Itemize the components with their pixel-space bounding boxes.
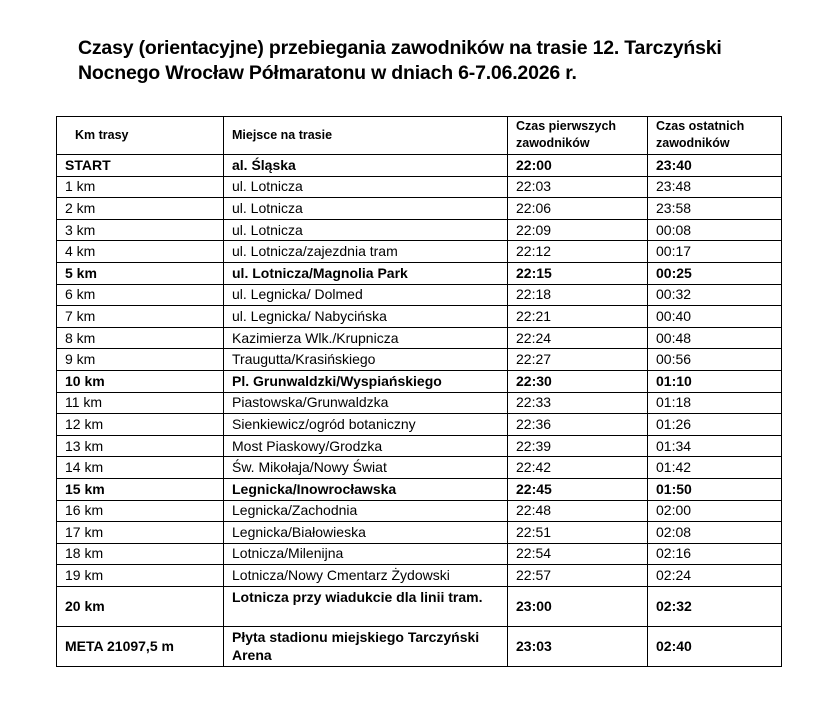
cell-km: 16 km <box>57 500 224 522</box>
table-row <box>57 349 782 371</box>
table-row <box>57 543 782 565</box>
cell-last-time: 00:32 <box>648 284 782 306</box>
table-row <box>57 155 782 177</box>
cell-first-time: 22:42 <box>508 457 648 479</box>
cell-place: Pl. Grunwaldzki/Wyspiańskiego <box>224 370 508 392</box>
cell-last-time: 02:00 <box>648 500 782 522</box>
cell-km: 11 km <box>57 392 224 414</box>
cell-place: Lotnicza przy wiadukcie dla linii tram. <box>224 586 508 626</box>
cell-last-time: 01:10 <box>648 370 782 392</box>
cell-first-time: 22:15 <box>508 262 648 284</box>
cell-km: START <box>57 155 224 177</box>
cell-place: ul. Lotnicza/zajezdnia tram <box>224 241 508 263</box>
cell-place: Lotnicza/Nowy Cmentarz Żydowski <box>224 565 508 587</box>
cell-last-time: 00:25 <box>648 262 782 284</box>
cell-last-time: 00:17 <box>648 241 782 263</box>
table-row <box>57 392 782 414</box>
cell-km: 8 km <box>57 327 224 349</box>
cell-first-time: 22:30 <box>508 370 648 392</box>
cell-first-time: 22:24 <box>508 327 648 349</box>
header-km: Km trasy <box>57 117 224 155</box>
table-row <box>57 219 782 241</box>
table-row <box>57 478 782 500</box>
header-place: Miejsce na trasie <box>224 117 508 155</box>
cell-km: 5 km <box>57 262 224 284</box>
cell-km: 4 km <box>57 241 224 263</box>
cell-last-time: 02:32 <box>648 586 782 626</box>
table-row <box>57 306 782 328</box>
cell-place: Piastowska/Grunwaldzka <box>224 392 508 414</box>
cell-km: 19 km <box>57 565 224 587</box>
cell-km: 10 km <box>57 370 224 392</box>
cell-km: 3 km <box>57 219 224 241</box>
cell-place: ul. Lotnicza <box>224 176 508 198</box>
cell-place: ul. Legnicka/ Nabycińska <box>224 306 508 328</box>
cell-km: 12 km <box>57 414 224 436</box>
cell-km: 20 km <box>57 586 224 626</box>
table-row <box>57 198 782 220</box>
cell-place: Płyta stadionu miejskiego Tarczyński Arena <box>224 626 508 666</box>
cell-last-time: 01:34 <box>648 435 782 457</box>
cell-first-time: 22:45 <box>508 478 648 500</box>
table-row <box>57 626 782 666</box>
cell-place: al. Śląska <box>224 155 508 177</box>
table-row <box>57 522 782 544</box>
cell-first-time: 23:00 <box>508 586 648 626</box>
cell-place: ul. Legnicka/ Dolmed <box>224 284 508 306</box>
cell-last-time: 02:24 <box>648 565 782 587</box>
cell-place: Traugutta/Krasińskiego <box>224 349 508 371</box>
cell-last-time: 02:08 <box>648 522 782 544</box>
cell-first-time: 22:18 <box>508 284 648 306</box>
cell-first-time: 22:39 <box>508 435 648 457</box>
cell-km: 9 km <box>57 349 224 371</box>
cell-km: 14 km <box>57 457 224 479</box>
cell-first-time: 22:00 <box>508 155 648 177</box>
cell-first-time: 22:12 <box>508 241 648 263</box>
table-row <box>57 500 782 522</box>
page-title: Czasy (orientacyjne) przebiegania zawodników na trasie 12. Tarczyński Nocnego Wrocław Półmaratonu w dniach 6-7.06.2026 r. <box>78 37 722 84</box>
cell-last-time: 23:48 <box>648 176 782 198</box>
cell-place: ul. Lotnicza/Magnolia Park <box>224 262 508 284</box>
cell-last-time: 00:40 <box>648 306 782 328</box>
cell-first-time: 22:51 <box>508 522 648 544</box>
table-row <box>57 457 782 479</box>
cell-km: 1 km <box>57 176 224 198</box>
cell-km: 15 km <box>57 478 224 500</box>
cell-last-time: 01:26 <box>648 414 782 436</box>
cell-place: Sienkiewicz/ogród botaniczny <box>224 414 508 436</box>
cell-first-time: 22:03 <box>508 176 648 198</box>
cell-place: Lotnicza/Milenijna <box>224 543 508 565</box>
cell-first-time: 22:21 <box>508 306 648 328</box>
cell-place: ul. Lotnicza <box>224 198 508 220</box>
table-row <box>57 241 782 263</box>
cell-first-time: 22:33 <box>508 392 648 414</box>
cell-first-time: 22:54 <box>508 543 648 565</box>
table-row <box>57 435 782 457</box>
table-row <box>57 284 782 306</box>
cell-km: 2 km <box>57 198 224 220</box>
cell-last-time: 00:08 <box>648 219 782 241</box>
table-row <box>57 327 782 349</box>
cell-km: 13 km <box>57 435 224 457</box>
cell-place: Legnicka/Inowrocławska <box>224 478 508 500</box>
cell-place: Legnicka/Zachodnia <box>224 500 508 522</box>
table-header-row <box>57 117 782 155</box>
cell-first-time: 23:03 <box>508 626 648 666</box>
table-row <box>57 176 782 198</box>
cell-place: Kazimierza Wlk./Krupnicza <box>224 327 508 349</box>
cell-last-time: 00:56 <box>648 349 782 371</box>
cell-km: 17 km <box>57 522 224 544</box>
cell-last-time: 02:16 <box>648 543 782 565</box>
table-row <box>57 565 782 587</box>
cell-first-time: 22:57 <box>508 565 648 587</box>
table-row <box>57 414 782 436</box>
cell-last-time: 23:40 <box>648 155 782 177</box>
cell-first-time: 22:06 <box>508 198 648 220</box>
header-first-time: Czas pierwszych zawodników <box>508 117 648 155</box>
cell-last-time: 02:40 <box>648 626 782 666</box>
table-row <box>57 370 782 392</box>
cell-km: 6 km <box>57 284 224 306</box>
race-times-table <box>56 116 782 667</box>
table-body <box>57 155 782 667</box>
cell-place: ul. Lotnicza <box>224 219 508 241</box>
cell-last-time: 01:18 <box>648 392 782 414</box>
cell-last-time: 01:42 <box>648 457 782 479</box>
table-row <box>57 262 782 284</box>
header-last-time: Czas ostatnich zawodników <box>648 117 782 155</box>
cell-last-time: 00:48 <box>648 327 782 349</box>
cell-place: Most Piaskowy/Grodzka <box>224 435 508 457</box>
cell-first-time: 22:09 <box>508 219 648 241</box>
cell-km: META 21097,5 m <box>57 626 224 666</box>
cell-first-time: 22:27 <box>508 349 648 371</box>
cell-km: 7 km <box>57 306 224 328</box>
cell-place: Św. Mikołaja/Nowy Świat <box>224 457 508 479</box>
cell-place: Legnicka/Białowieska <box>224 522 508 544</box>
cell-first-time: 22:36 <box>508 414 648 436</box>
table-row <box>57 586 782 626</box>
cell-first-time: 22:48 <box>508 500 648 522</box>
cell-last-time: 01:50 <box>648 478 782 500</box>
cell-last-time: 23:58 <box>648 198 782 220</box>
cell-km: 18 km <box>57 543 224 565</box>
